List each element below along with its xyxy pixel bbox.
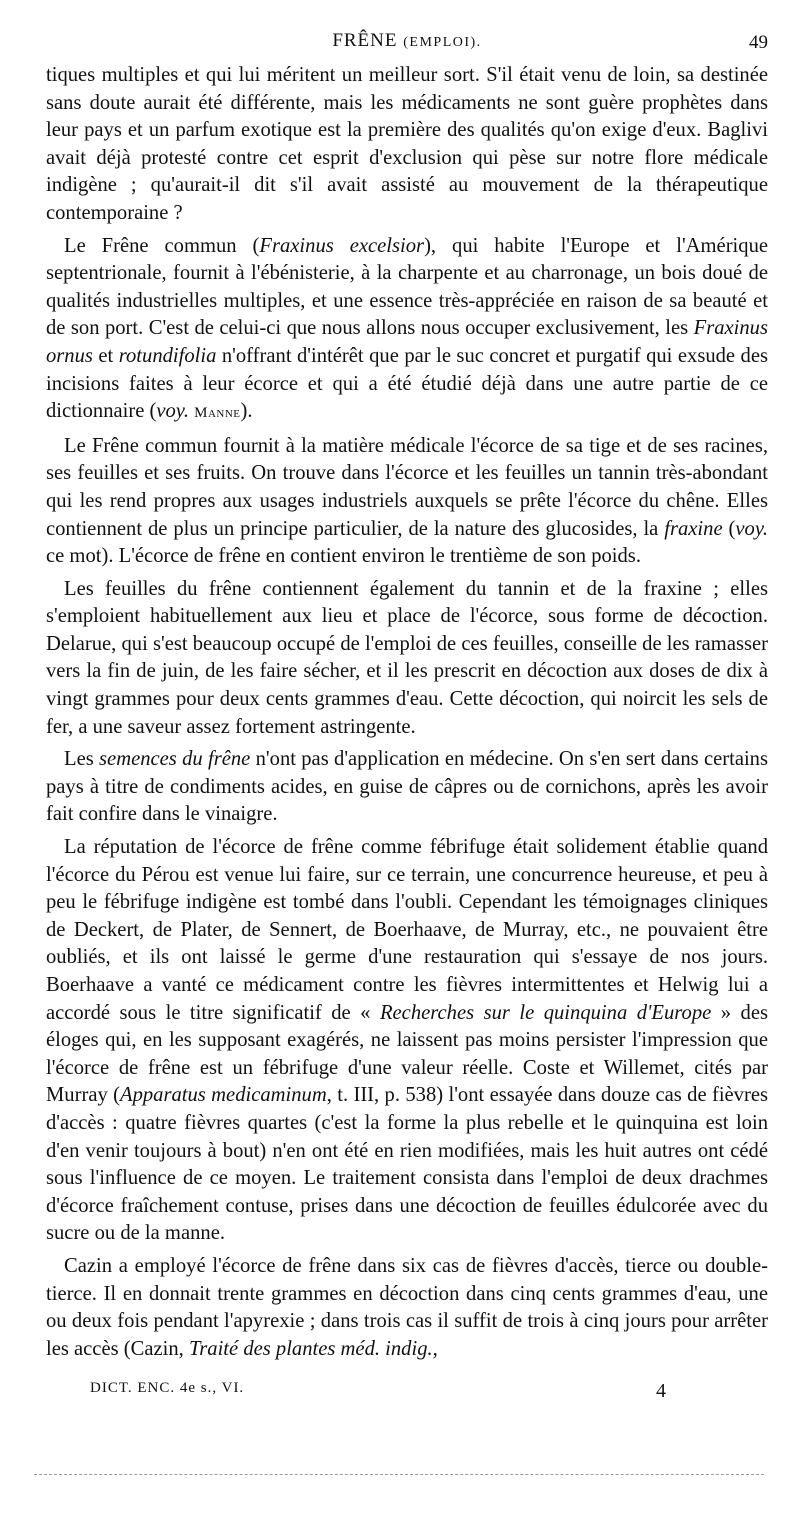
signature-mark: DICT. ENC. 4e s., VI.	[90, 1380, 245, 1396]
p2-italic-rotundifolia: rotundifolia	[118, 344, 217, 367]
running-head	[46, 30, 768, 60]
article-body	[46, 62, 768, 1368]
running-title-main: FRÊNE	[332, 30, 398, 51]
p2-text-c: et	[92, 344, 119, 367]
p3-text-c: ce mot). L'écorce de frêne en contient environ le trentième de son poids.	[46, 545, 641, 568]
p7-italic-traite: Traité des plantes méd. indig.	[188, 1337, 433, 1360]
p2-text-a: Le Frêne commun (	[64, 234, 260, 257]
p5-text-b: n'ont pas d'application en médecine. On s'en sert dans certains pays à titre de condiments acides, en guise de câpres ou de cornichons, après les avoir fait confire dans le vinaigre.	[46, 748, 768, 826]
paragraph-2	[46, 233, 768, 428]
p3-text-b: (	[722, 517, 736, 540]
paragraph-3	[46, 433, 768, 571]
signature-line	[90, 1380, 690, 1406]
paragraph-4	[46, 576, 768, 742]
paragraph-7	[46, 1253, 768, 1363]
page-number: 49	[749, 32, 768, 53]
bottom-rule	[34, 1474, 764, 1475]
p5-text-a: Les	[64, 748, 100, 771]
running-title	[46, 30, 768, 52]
signature-number: 4	[656, 1380, 666, 1402]
p2-text-b: ), qui habite l'Europe et l'Amérique septentrionale, fournit à l'ébénisterie, à la charpente et au charronage, un bois doué de qualités industrielles multiples, et une essence très-appréciée en raison de sa beauté et de son port. C'est de celui-ci que nous allons nous occuper exclusivement, les	[46, 234, 769, 340]
p6-italic-recherches: Recherches sur le quinquina d'Europe	[379, 1001, 712, 1024]
paragraph-5	[46, 746, 768, 829]
p7-text-b: ,	[432, 1337, 438, 1360]
p2-text-f: ).	[240, 400, 253, 423]
paragraph-1-text: tiques multiples et qui lui méritent un meilleur sort. S'il était venu de loin, sa destinée sans doute aurait été différente, mais les médicaments ne sont guère prophètes dans leur pays et un parfum exotique est la première des qualités qu'on exige d'eux. Baglivi avait déjà protesté contre cet esprit d'exclusion qui pèse sur notre flore médicale indigène ; qu'aurait-il dit s'il avait assisté au mouvement de la thérapeutique contemporaine ?	[46, 64, 768, 224]
running-title-sub: (EMPLOI).	[403, 35, 482, 50]
p2-text-d: n'offrant d'intérêt que par le suc concret et purgatif qui exsude des incisions faites à leur écorce et qui a été étudié déjà dans une autre partie de ce dictionnaire (	[46, 344, 768, 423]
p2-smallcaps-manne: Manne	[194, 405, 241, 422]
paragraph-4-text: Les feuilles du frêne contiennent également du tannin et de la fraxine ; elles s'emploient habituellement aux lieu et place de l'écorce, sous forme de décoction. Delarue, qui s'est beaucoup occupé de l'emploi de ces feuilles, conseille de les ramasser vers la fin de juin, de les faire sécher, et il les prescrit en décoction aux doses de dix à vingt grammes pour deux cents grammes d'eau. Cette décoction, qui noircit les sels de fer, a une saveur assez fortement astringente.	[46, 577, 768, 738]
p5-italic-semences: semences du frêne	[99, 748, 251, 771]
p7-text-a: Cazin a employé l'écorce de frêne dans six cas de fièvres d'accès, tierce ou double-tierce. Il en donnait trente grammes en décoction dans cinq cents grammes d'eau, une ou deux fois pendant l'apyrexie ; dans trois cas il suffit de trois à cinq jours pour arrêter les accès (Cazin,	[46, 1254, 768, 1360]
p6-text-c: , t. III, p. 538) l'ont essayée dans douze cas de fièvres d'accès : quatre fièvres quartes (c'est la forme la plus rebelle et le quinquina est loin d'en venir toujours à bout) n'en ont été en rien modifiées, mais les huit autres ont cédé sous l'influence de ce moyen. Le traitement consista dans l'emploi de deux drachmes d'écorce fraîchement contuse, prises dans une décoction de feuilles édulcorée avec du sucre ou de la manne.	[46, 1084, 768, 1245]
paragraph-1	[46, 62, 768, 228]
p3-italic-voy: voy.	[735, 517, 768, 540]
p6-text-a: La réputation de l'écorce de frêne comme fébrifuge était solidement établie quand l'écorce du Pérou est venue lui faire, sur ce terrain, une concurrence heureuse, et peu à peu le fébrifuge indigène est tombé dans l'oubli. Cependant les témoignages cliniques de Deckert, de Plater, de Sennert, de Boerhaave, de Murray, etc., ne pouvaient être oubliés, et ils ont laissé le germe d'une restauration qui s'essaye de nos jours. Boerhaave a vanté ce médicament contre les fièvres intermittentes et Helwig lui a accordé sous le titre significatif de «	[46, 836, 768, 1024]
p6-text-b: » des éloges qui, en les supposant exagérés, ne laissent pas moins persister l'impression que l'écorce de frêne est un fébrifuge d'une valeur réelle. Coste et Willemet, cités par Murray (	[46, 1001, 768, 1107]
paragraph-6	[46, 834, 768, 1248]
p2-italic-voy: voy.	[156, 400, 189, 423]
p3-italic-fraxine: fraxine	[664, 517, 723, 540]
p2-italic-fraxinus-ornus: Fraxinus ornus	[46, 317, 768, 367]
p2-italic-fraxinus-excelsior: Fraxinus excelsior	[259, 234, 425, 257]
p3-text-a: Le Frêne commun fournit à la matière médicale l'écorce de sa tige et de ses racines, ses feuilles et ses fruits. On trouve dans l'écorce et les feuilles un tannin très-abondant qui les rend propres aux usages industriels auxquels se prête l'écorce du chêne. Elles contiennent de plus un principe particulier, de la nature des glucosides, la	[46, 434, 768, 540]
p6-italic-apparatus: Apparatus medicaminum	[120, 1084, 327, 1107]
